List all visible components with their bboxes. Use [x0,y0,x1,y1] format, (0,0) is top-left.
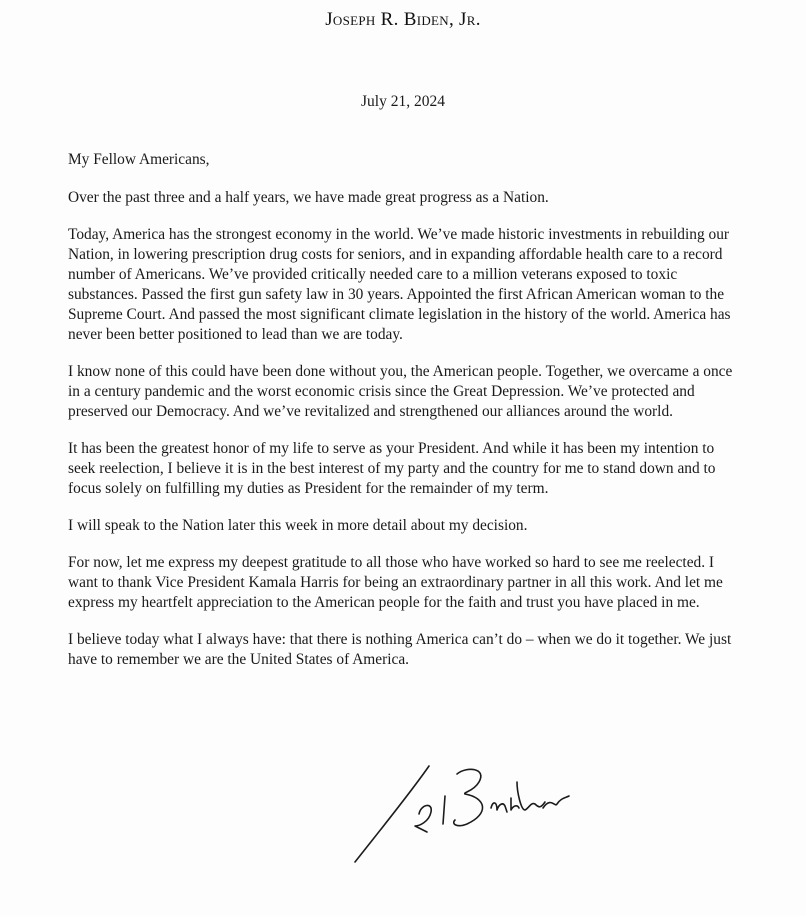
handwritten-signature [345,752,575,867]
paragraph: Over the past three and a half years, we have made great progress as a Nation. [68,189,549,206]
paragraph: Today, America has the strongest economy in the world. We’ve made historic investments in rebuilding our Nation, in lowering prescription drug costs for seniors, and in expanding affordable health care to a record number of Americans. We’ve provided critically needed care to a million veterans exposed to toxic substances. Passed the first gun safety law in 30 years. Appointed the first African American woman to the Supreme Court. And passed the most significant climate legislation in the history of the world. America has never been better positioned to lead than we are today. [68,226,731,343]
letterhead: Joseph R. Biden, Jr. [325,9,481,30]
signature-strokes [355,766,569,862]
paragraph: I will speak to the Nation later this week in more detail about my decision. [68,517,528,534]
paragraph: I know none of this could have been done without you, the American people. Together, we overcame a once in a century pandemic and the worst economic crisis since the Great Depression. We’ve protected and preserved our Democracy. And we’ve revitalized and strengthened our alliances around the world. [68,363,733,420]
paragraph: I believe today what I always have: that there is nothing America can’t do – when we do it together. We just have to remember we are the United States of America. [68,631,732,668]
paragraph: It has been the greatest honor of my life to serve as your President. And while it has been my intention to seek reelection, I believe it is in the best interest of my party and the country for me to stand down and to focus solely on fulfilling my duties as President for the remainder of my term. [68,440,716,497]
letter-body [68,150,733,687]
letter-date: July 21, 2024 [361,93,445,110]
paragraph: For now, let me express my deepest gratitude to all those who have worked so hard to see me reelected. I want to thank Vice President Kamala Harris for being an extraordinary partner in all this work. And let me express my heartfelt appreciation to the American people for the faith and trust you have placed in me. [68,554,723,611]
salutation: My Fellow Americans, [68,151,210,168]
